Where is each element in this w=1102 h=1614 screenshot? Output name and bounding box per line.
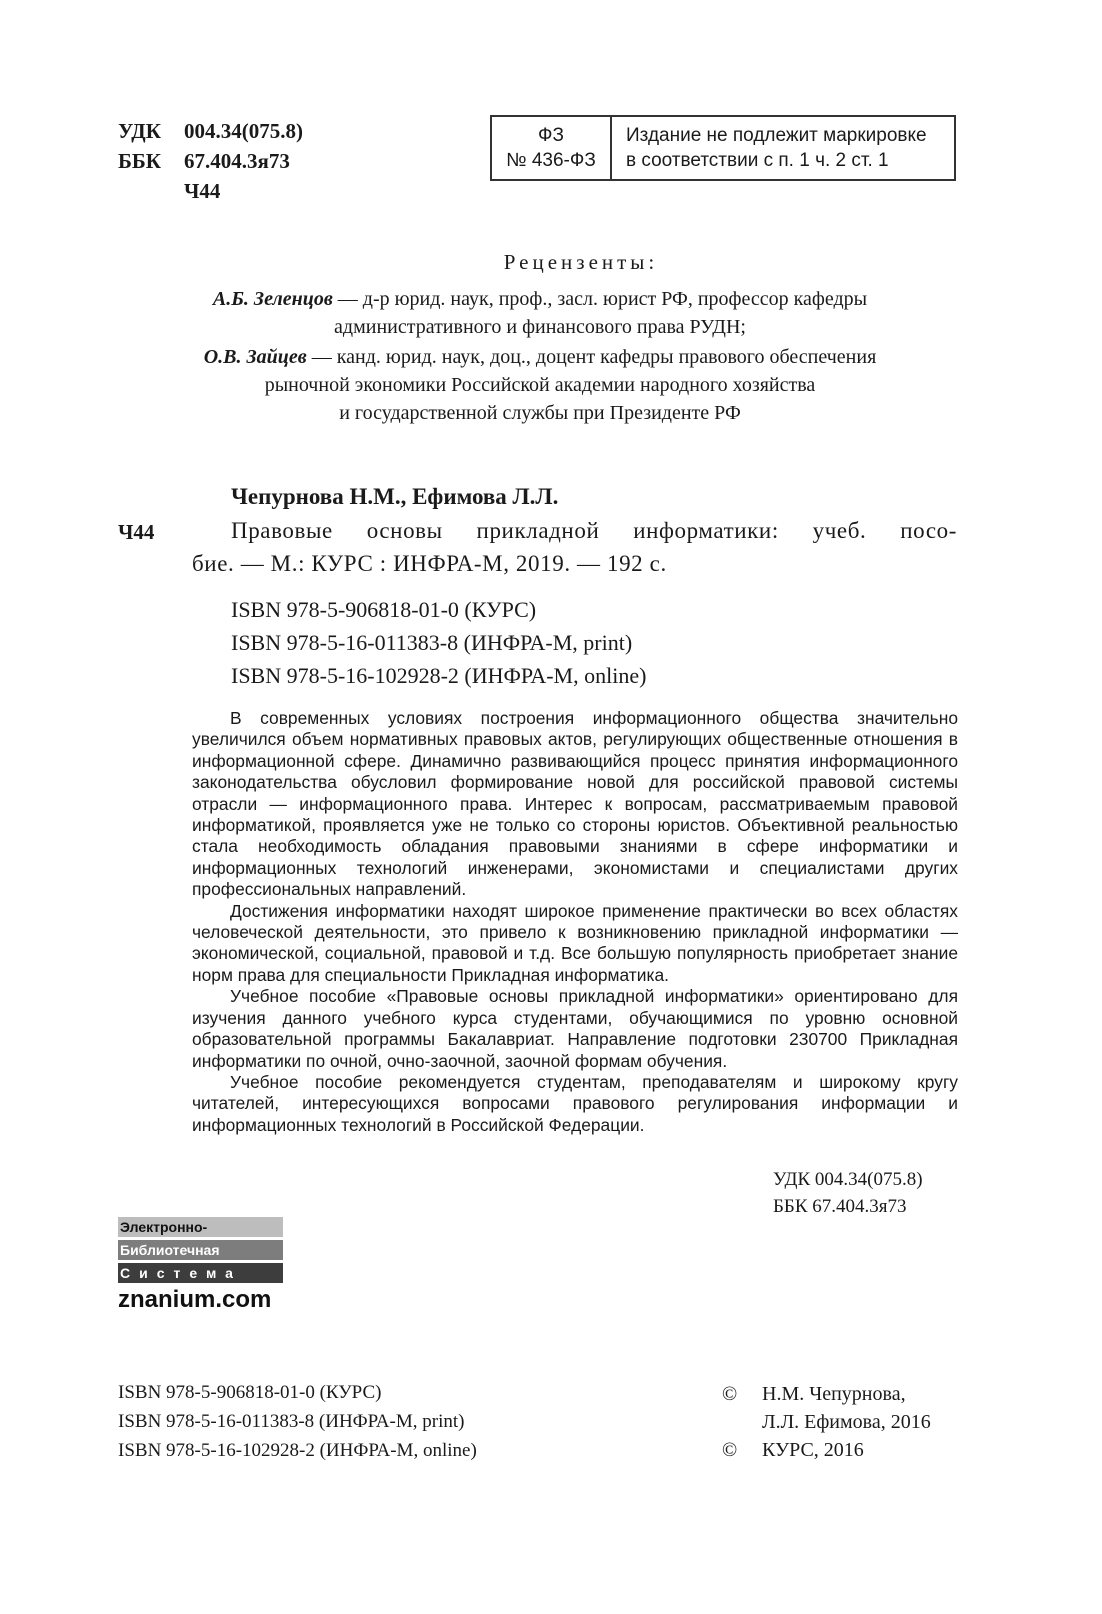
- abstract: [192, 708, 958, 1136]
- bbk-value: 67.404.3я73: [184, 149, 290, 173]
- copyright-symbol: ©: [722, 1439, 738, 1461]
- book-title-line2: бие. — М.: КУРС : ИНФРА-М, 2019. — 192 с.: [192, 551, 667, 576]
- author-mark: Ч44: [184, 179, 221, 203]
- reviewer-credentials: — д-р юрид. наук, проф., засл. юрист РФ, профессор кафедры: [332, 288, 868, 310]
- logo-line3: Система: [118, 1263, 283, 1283]
- udk-bbk-footer: [773, 1166, 923, 1220]
- isbn-footer-list: [118, 1378, 477, 1465]
- abstract-paragraph: Учебное пособие «Правовые основы прикладной информатики» ориентировано для изучения данного учебного курса студентами, обучающимися по уровню основной образовательной программы Бакалавриат. Направление подготовки 230700 Прикладная информатики по очной, очно-заочной, заочной формам обучения.: [192, 986, 958, 1071]
- copyright-block: [722, 1380, 931, 1464]
- udk-footer: УДК 004.34(075.8): [773, 1169, 923, 1190]
- isbn-footer-line: ISBN 978-5-16-102928-2 (ИНФРА-М, online): [118, 1440, 477, 1461]
- copyright-publisher: КУРС, 2016: [762, 1439, 864, 1461]
- fz-law-line2: № 436-ФЗ: [506, 150, 596, 171]
- reviewer-credentials-cont: административного и финансового права РУДН;: [334, 316, 746, 338]
- copyright-authors-line2: Л.Л. Ефимова, 2016: [762, 1411, 931, 1433]
- fz-law-cell: [492, 117, 612, 179]
- book-author-mark: Ч44: [118, 520, 155, 544]
- abstract-paragraph: Учебное пособие рекомендуется студентам, преподавателям и широкому кругу читателей, интересующихся вопросами правового регулирования информации и информационных технологий в Российской Федерации.: [192, 1071, 958, 1135]
- book-title-line1: Правовые основы прикладной информатики: учеб. посо-: [231, 518, 957, 543]
- udk-label: УДК: [118, 119, 161, 143]
- reviewer-entry: [140, 285, 940, 341]
- fz-note-line2: в соответствии с п. 1 ч. 2 ст. 1: [626, 150, 889, 171]
- fz-note-cell: [612, 117, 954, 179]
- book-title-entry: [192, 514, 957, 580]
- isbn-line: ISBN 978-5-16-102928-2 (ИНФРА-М, online): [231, 663, 647, 688]
- book-authors: Чепурнова Н.М., Ефимова Л.Л.: [231, 484, 559, 509]
- isbn-line: ISBN 978-5-16-011383-8 (ИНФРА-М, print): [231, 630, 633, 655]
- reviewer-entry: [140, 343, 940, 427]
- abstract-paragraph: В современных условиях построения информационного общества значительно увеличился объем нормативных правовых актов, регулирующих общественные отношения в информационной сфере. Динамично развивающийся процесс принятия информационного законодательства обусловил формирование новой для российской правовой системы отрасли — информационного права. Интерес к вопросам, рассматриваемым правовой информатикой, проявляется уже не только со стороны юристов. Объективной реальностью стала необходимость обладания правовыми знаниями в сфере информатики и информационных технологий инженерами, экономистами и специалистами других профессиональных направлений.: [192, 708, 958, 900]
- fz-note-line1: Издание не подлежит маркировке: [626, 125, 927, 146]
- udk-value: 004.34(075.8): [184, 119, 303, 143]
- isbn-line: ISBN 978-5-906818-01-0 (КУРС): [231, 597, 537, 622]
- logo-site: znanium.com: [118, 1286, 272, 1313]
- copyright-authors-line1: Н.М. Чепурнова,: [762, 1383, 906, 1405]
- fz-notice-box: [490, 115, 956, 181]
- abstract-paragraph: Достижения информатики находят широкое применение практически во всех областях человеческой деятельности, это привело к возникновению прикладной информатики — экономической, социальной, правовой и т.д. Все большую популярность приобретает знание норм права для специальности Прикладная информатика.: [192, 900, 958, 985]
- reviewers-title: Рецензенты:: [503, 250, 659, 274]
- logo-line1: Электронно-: [118, 1217, 283, 1237]
- logo-line2: Библиотечная: [118, 1240, 283, 1260]
- isbn-footer-line: ISBN 978-5-16-011383-8 (ИНФРА-М, print): [118, 1411, 465, 1432]
- bbk-label: ББК: [118, 149, 161, 173]
- reviewer-credentials: — канд. юрид. наук, доц., доцент кафедры правового обеспечения: [306, 346, 877, 368]
- fz-law-line1: ФЗ: [538, 125, 564, 146]
- reviewer-name: А.Б. Зеленцов: [212, 288, 333, 310]
- classification-block: [118, 116, 303, 206]
- isbn-footer-line: ISBN 978-5-906818-01-0 (КУРС): [118, 1382, 382, 1403]
- book-isbn-list: [231, 593, 646, 692]
- reviewer-credentials-cont: и государственной службы при Президенте РФ: [339, 402, 741, 424]
- reviewer-name: О.В. Зайцев: [203, 346, 307, 368]
- reviewer-credentials-cont: рыночной экономики Российской академии народного хозяйства: [264, 374, 816, 396]
- bbk-footer: ББК 67.404.3я73: [773, 1196, 907, 1217]
- znanium-logo: [118, 1217, 283, 1314]
- copyright-symbol: ©: [722, 1383, 738, 1405]
